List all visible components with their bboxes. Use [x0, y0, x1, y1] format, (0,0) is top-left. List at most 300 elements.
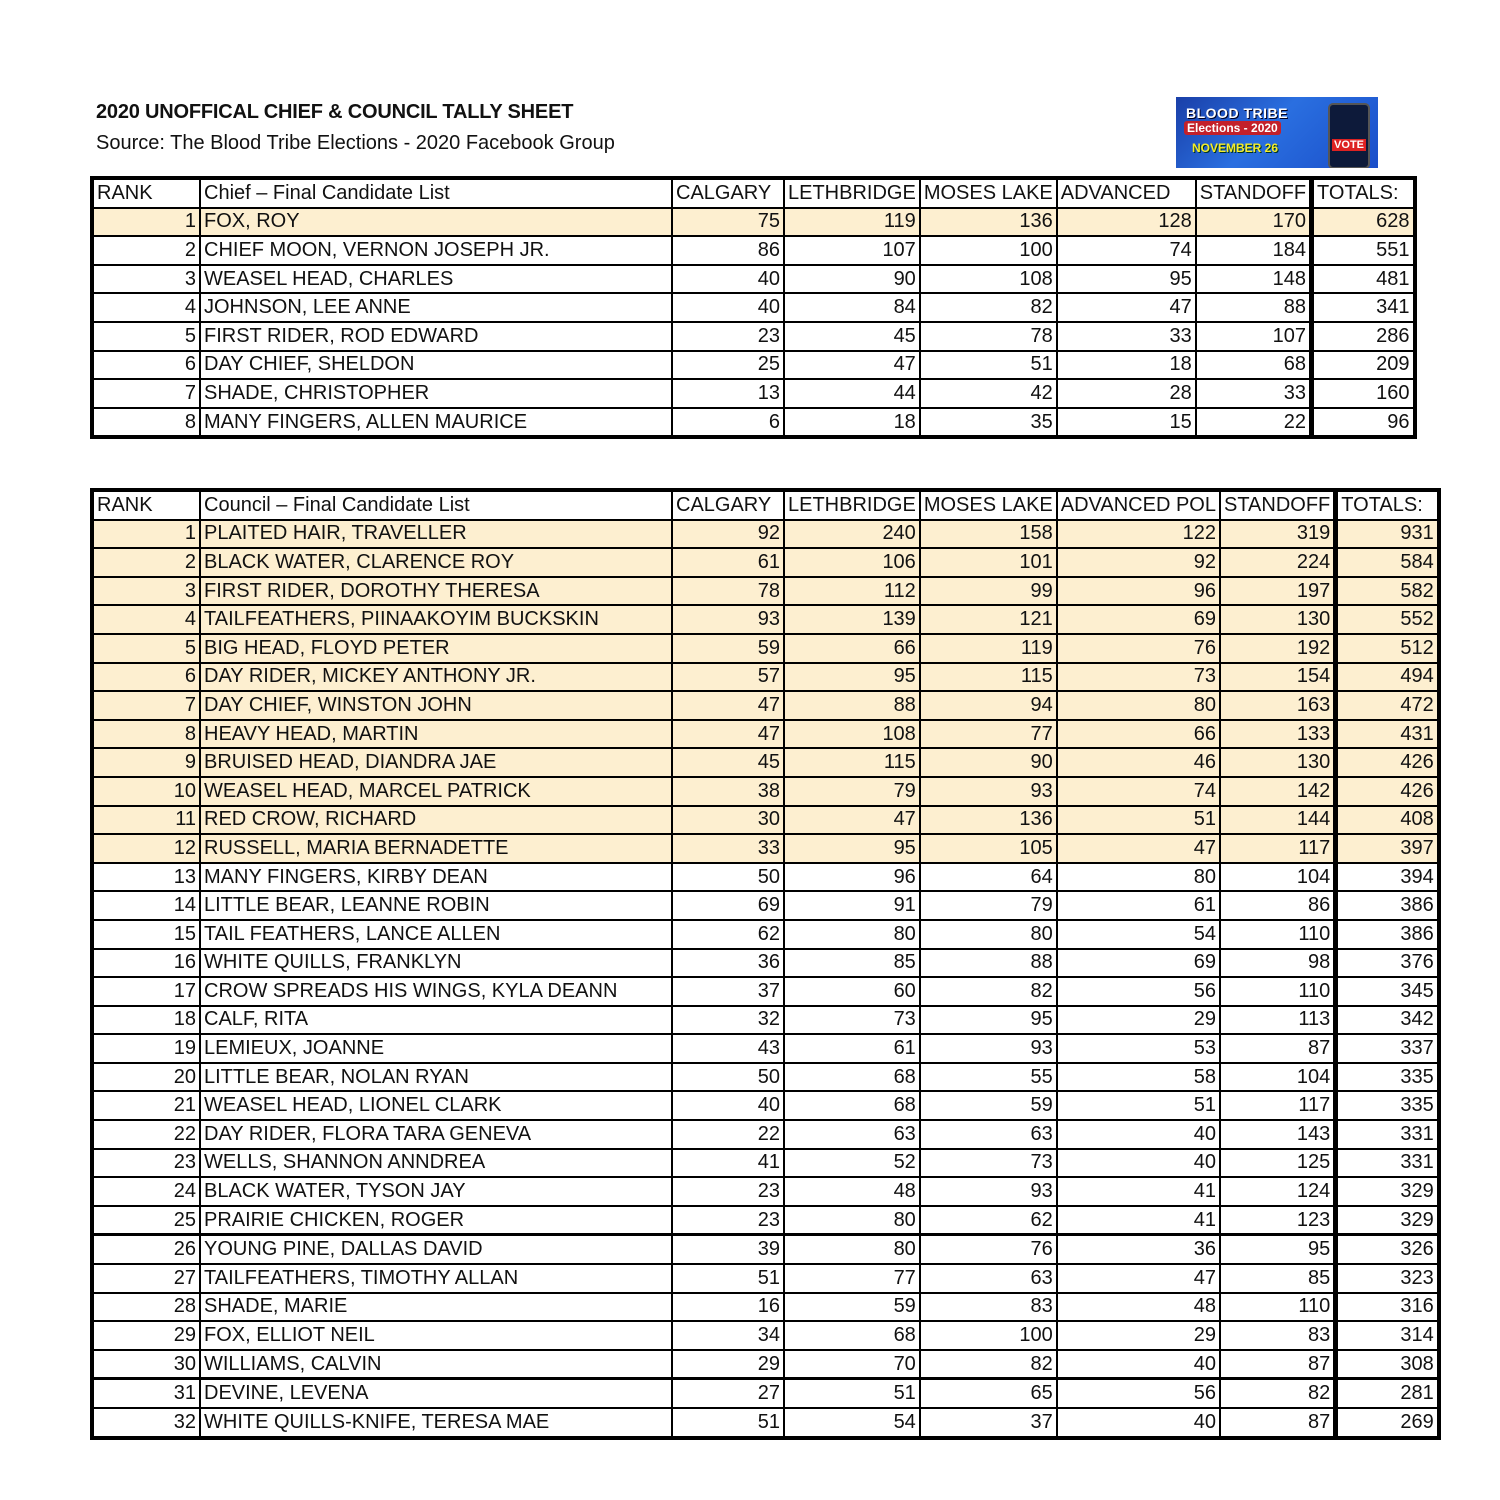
total-cell: 426 [1336, 748, 1439, 777]
vote-cell: 51 [1057, 1091, 1220, 1120]
vote-cell: 133 [1220, 720, 1336, 749]
name-cell: WEASEL HEAD, LIONEL CLARK [200, 1091, 672, 1120]
vote-cell: 25 [672, 351, 784, 380]
vote-cell: 92 [672, 520, 784, 549]
vote-cell: 54 [784, 1408, 920, 1438]
name-cell: WHITE QUILLS, FRANKLYN [200, 949, 672, 978]
vote-cell: 128 [1057, 208, 1196, 237]
table-row [92, 720, 1439, 749]
vote-cell: 82 [920, 977, 1057, 1006]
vote-cell: 18 [1057, 351, 1196, 380]
name-cell: DAY CHIEF, WINSTON JOHN [200, 691, 672, 720]
name-cell: MANY FINGERS, ALLEN MAURICE [200, 408, 672, 438]
vote-cell: 52 [784, 1149, 920, 1178]
table-row [92, 977, 1439, 1006]
rank-cell: 2 [92, 548, 200, 577]
vote-cell: 23 [672, 1206, 784, 1235]
vote-cell: 110 [1220, 977, 1336, 1006]
vote-cell: 85 [1220, 1264, 1336, 1293]
logo-line-3: NOVEMBER 26 [1192, 141, 1279, 155]
vote-cell: 66 [784, 634, 920, 663]
table-row [92, 293, 1415, 322]
name-cell: WEASEL HEAD, MARCEL PATRICK [200, 777, 672, 806]
vote-cell: 50 [672, 1063, 784, 1092]
vote-cell: 79 [920, 891, 1057, 920]
vote-cell: 40 [1057, 1120, 1220, 1149]
name-cell: BIG HEAD, FLOYD PETER [200, 634, 672, 663]
vote-cell: 45 [784, 322, 920, 351]
total-cell: 160 [1312, 379, 1415, 408]
vote-cell: 66 [1057, 720, 1220, 749]
vote-cell: 54 [1057, 920, 1220, 949]
rank-cell: 32 [92, 1408, 200, 1438]
vote-cell: 37 [672, 977, 784, 1006]
rank-cell: 13 [92, 863, 200, 892]
total-cell: 96 [1312, 408, 1415, 438]
vote-cell: 61 [784, 1034, 920, 1063]
vote-cell: 6 [672, 408, 784, 438]
rank-cell: 2 [92, 236, 200, 265]
rank-cell: 18 [92, 1006, 200, 1035]
sheet-title: 2020 UNOFFICAL CHIEF & COUNCIL TALLY SHEET [96, 101, 574, 123]
vote-cell: 69 [672, 891, 784, 920]
total-cell: 209 [1312, 351, 1415, 380]
vote-cell: 64 [920, 863, 1057, 892]
chief-col-header: Chief – Final Candidate List [200, 178, 672, 208]
vote-cell: 44 [784, 379, 920, 408]
chief-results-table [90, 176, 1417, 439]
name-cell: RUSSELL, MARIA BERNADETTE [200, 834, 672, 863]
rank-cell: 21 [92, 1091, 200, 1120]
vote-cell: 88 [920, 949, 1057, 978]
total-cell: 323 [1336, 1264, 1439, 1293]
vote-cell: 93 [920, 1177, 1057, 1206]
vote-cell: 87 [1220, 1408, 1336, 1438]
rank-cell: 7 [92, 691, 200, 720]
rank-cell: 10 [92, 777, 200, 806]
total-cell: 394 [1336, 863, 1439, 892]
vote-cell: 47 [672, 691, 784, 720]
vote-cell: 87 [1220, 1350, 1336, 1379]
logo-line-1: BLOOD TRIBE [1186, 105, 1288, 121]
total-cell: 431 [1336, 720, 1439, 749]
vote-cell: 40 [672, 1091, 784, 1120]
vote-cell: 73 [920, 1149, 1057, 1178]
logo-line-2: Elections - 2020 [1184, 121, 1281, 135]
council-col-header: RANK [92, 490, 200, 520]
name-cell: WILLIAMS, CALVIN [200, 1350, 672, 1379]
council-col-header: Council – Final Candidate List [200, 490, 672, 520]
rank-cell: 4 [92, 605, 200, 634]
vote-cell: 82 [1220, 1379, 1336, 1408]
table-row [92, 265, 1415, 294]
chief-table-body [92, 208, 1415, 438]
total-cell: 426 [1336, 777, 1439, 806]
vote-cell: 78 [920, 322, 1057, 351]
table-row [92, 1350, 1439, 1379]
table-row [92, 1120, 1439, 1149]
vote-cell: 79 [784, 777, 920, 806]
vote-cell: 163 [1220, 691, 1336, 720]
vote-cell: 47 [1057, 293, 1196, 322]
chief-col-header: RANK [92, 178, 200, 208]
vote-cell: 60 [784, 977, 920, 1006]
vote-cell: 90 [920, 748, 1057, 777]
rank-cell: 8 [92, 720, 200, 749]
vote-cell: 77 [784, 1264, 920, 1293]
vote-cell: 83 [920, 1293, 1057, 1322]
vote-cell: 85 [784, 949, 920, 978]
vote-cell: 51 [784, 1379, 920, 1408]
vote-cell: 73 [784, 1006, 920, 1035]
rank-cell: 5 [92, 634, 200, 663]
name-cell: TAILFEATHERS, PIINAAKOYIM BUCKSKIN [200, 605, 672, 634]
total-cell: 337 [1336, 1034, 1439, 1063]
name-cell: LITTLE BEAR, NOLAN RYAN [200, 1063, 672, 1092]
vote-cell: 80 [1057, 691, 1220, 720]
total-cell: 286 [1312, 322, 1415, 351]
rank-cell: 6 [92, 351, 200, 380]
vote-cell: 319 [1220, 520, 1336, 549]
total-cell: 335 [1336, 1063, 1439, 1092]
name-cell: DAY CHIEF, SHELDON [200, 351, 672, 380]
vote-cell: 29 [1057, 1321, 1220, 1350]
name-cell: SHADE, MARIE [200, 1293, 672, 1322]
rank-cell: 7 [92, 379, 200, 408]
vote-cell: 108 [920, 265, 1057, 294]
name-cell: DAY RIDER, MICKEY ANTHONY JR. [200, 663, 672, 692]
total-cell: 269 [1336, 1408, 1439, 1438]
vote-cell: 56 [1057, 1379, 1220, 1408]
vote-cell: 82 [920, 293, 1057, 322]
name-cell: HEAVY HEAD, MARTIN [200, 720, 672, 749]
vote-cell: 98 [1220, 949, 1336, 978]
table-row [92, 351, 1415, 380]
total-cell: 308 [1336, 1350, 1439, 1379]
total-cell: 584 [1336, 548, 1439, 577]
total-cell: 552 [1336, 605, 1439, 634]
name-cell: SHADE, CHRISTOPHER [200, 379, 672, 408]
total-cell: 628 [1312, 208, 1415, 237]
table-row [92, 863, 1439, 892]
total-cell: 582 [1336, 577, 1439, 606]
vote-cell: 18 [784, 408, 920, 438]
total-cell: 341 [1312, 293, 1415, 322]
vote-cell: 53 [1057, 1034, 1220, 1063]
vote-cell: 36 [672, 949, 784, 978]
rank-cell: 28 [92, 1293, 200, 1322]
name-cell: FIRST RIDER, DOROTHY THERESA [200, 577, 672, 606]
vote-cell: 41 [672, 1149, 784, 1178]
vote-cell: 29 [672, 1350, 784, 1379]
total-cell: 512 [1336, 634, 1439, 663]
name-cell: MANY FINGERS, KIRBY DEAN [200, 863, 672, 892]
vote-cell: 68 [1196, 351, 1312, 380]
vote-cell: 76 [1057, 634, 1220, 663]
total-cell: 472 [1336, 691, 1439, 720]
total-cell: 345 [1336, 977, 1439, 1006]
rank-cell: 26 [92, 1235, 200, 1264]
table-row [92, 691, 1439, 720]
vote-cell: 95 [1057, 265, 1196, 294]
total-cell: 331 [1336, 1120, 1439, 1149]
vote-cell: 63 [920, 1264, 1057, 1293]
vote-cell: 39 [672, 1235, 784, 1264]
vote-cell: 124 [1220, 1177, 1336, 1206]
vote-cell: 91 [784, 891, 920, 920]
total-cell: 335 [1336, 1091, 1439, 1120]
vote-cell: 40 [1057, 1350, 1220, 1379]
council-table-body [92, 520, 1439, 1438]
chief-col-header: LETHBRIDGE [784, 178, 920, 208]
vote-cell: 110 [1220, 1293, 1336, 1322]
vote-cell: 40 [672, 293, 784, 322]
total-cell: 342 [1336, 1006, 1439, 1035]
vote-cell: 121 [920, 605, 1057, 634]
vote-cell: 106 [784, 548, 920, 577]
vote-cell: 130 [1220, 605, 1336, 634]
vote-cell: 38 [672, 777, 784, 806]
rank-cell: 1 [92, 520, 200, 549]
vote-cell: 47 [784, 806, 920, 835]
vote-cell: 100 [920, 236, 1057, 265]
council-col-header: CALGARY [672, 490, 784, 520]
vote-cell: 74 [1057, 777, 1220, 806]
table-row [92, 1379, 1439, 1408]
vote-cell: 192 [1220, 634, 1336, 663]
vote-cell: 95 [920, 1006, 1057, 1035]
vote-cell: 224 [1220, 548, 1336, 577]
vote-cell: 80 [784, 1235, 920, 1264]
vote-cell: 51 [1057, 806, 1220, 835]
rank-cell: 16 [92, 949, 200, 978]
vote-cell: 86 [1220, 891, 1336, 920]
vote-cell: 23 [672, 1177, 784, 1206]
vote-cell: 117 [1220, 834, 1336, 863]
total-cell: 281 [1336, 1379, 1439, 1408]
vote-cell: 45 [672, 748, 784, 777]
vote-cell: 32 [672, 1006, 784, 1035]
name-cell: TAILFEATHERS, TIMOTHY ALLAN [200, 1264, 672, 1293]
vote-cell: 47 [784, 351, 920, 380]
vote-cell: 107 [1196, 322, 1312, 351]
vote-cell: 100 [920, 1321, 1057, 1350]
vote-cell: 47 [1057, 1264, 1220, 1293]
vote-cell: 27 [672, 1379, 784, 1408]
rank-cell: 6 [92, 663, 200, 692]
total-cell: 481 [1312, 265, 1415, 294]
vote-cell: 47 [672, 720, 784, 749]
name-cell: JOHNSON, LEE ANNE [200, 293, 672, 322]
vote-cell: 136 [920, 806, 1057, 835]
vote-cell: 113 [1220, 1006, 1336, 1035]
vote-cell: 46 [1057, 748, 1220, 777]
vote-cell: 144 [1220, 806, 1336, 835]
vote-cell: 50 [672, 863, 784, 892]
rank-cell: 5 [92, 322, 200, 351]
table-row [92, 322, 1415, 351]
vote-cell: 51 [672, 1264, 784, 1293]
total-cell: 386 [1336, 920, 1439, 949]
vote-cell: 95 [784, 663, 920, 692]
table-row [92, 748, 1439, 777]
vote-cell: 42 [920, 379, 1057, 408]
vote-cell: 40 [1057, 1149, 1220, 1178]
vote-cell: 112 [784, 577, 920, 606]
rank-cell: 30 [92, 1350, 200, 1379]
vote-cell: 28 [1057, 379, 1196, 408]
table-row [92, 379, 1415, 408]
total-cell: 376 [1336, 949, 1439, 978]
vote-cell: 61 [1057, 891, 1220, 920]
vote-cell: 47 [1057, 834, 1220, 863]
vote-cell: 35 [920, 408, 1057, 438]
vote-cell: 29 [1057, 1006, 1220, 1035]
table-row [92, 920, 1439, 949]
vote-cell: 240 [784, 520, 920, 549]
total-cell: 408 [1336, 806, 1439, 835]
name-cell: DEVINE, LEVENA [200, 1379, 672, 1408]
rank-cell: 4 [92, 293, 200, 322]
table-row [92, 1206, 1439, 1235]
table-row [92, 1177, 1439, 1206]
vote-cell: 59 [784, 1293, 920, 1322]
table-row [92, 236, 1415, 265]
vote-cell: 184 [1196, 236, 1312, 265]
chief-col-header: CALGARY [672, 178, 784, 208]
vote-cell: 88 [784, 691, 920, 720]
vote-cell: 119 [920, 634, 1057, 663]
vote-cell: 43 [672, 1034, 784, 1063]
rank-cell: 31 [92, 1379, 200, 1408]
table-row [92, 408, 1415, 438]
vote-cell: 104 [1220, 1063, 1336, 1092]
name-cell: WHITE QUILLS-KNIFE, TERESA MAE [200, 1408, 672, 1438]
vote-cell: 40 [1057, 1408, 1220, 1438]
name-cell: PRAIRIE CHICKEN, ROGER [200, 1206, 672, 1235]
table-row [92, 605, 1439, 634]
vote-cell: 136 [920, 208, 1057, 237]
vote-cell: 139 [784, 605, 920, 634]
table-row [92, 1264, 1439, 1293]
chief-col-header: ADVANCED [1057, 178, 1196, 208]
rank-cell: 9 [92, 748, 200, 777]
total-cell: 316 [1336, 1293, 1439, 1322]
council-col-header: MOSES LAKE [920, 490, 1057, 520]
table-row [92, 806, 1439, 835]
vote-cell: 170 [1196, 208, 1312, 237]
vote-cell: 108 [784, 720, 920, 749]
name-cell: WEASEL HEAD, CHARLES [200, 265, 672, 294]
rank-cell: 24 [92, 1177, 200, 1206]
vote-cell: 83 [1220, 1321, 1336, 1350]
vote-cell: 143 [1220, 1120, 1336, 1149]
vote-cell: 22 [1196, 408, 1312, 438]
vote-cell: 51 [672, 1408, 784, 1438]
table-row [92, 1034, 1439, 1063]
vote-cell: 99 [920, 577, 1057, 606]
phone-map-icon [1328, 103, 1370, 168]
vote-cell: 68 [784, 1091, 920, 1120]
vote-cell: 101 [920, 548, 1057, 577]
vote-cell: 57 [672, 663, 784, 692]
vote-cell: 73 [1057, 663, 1220, 692]
total-cell: 329 [1336, 1206, 1439, 1235]
vote-cell: 78 [672, 577, 784, 606]
vote-cell: 130 [1220, 748, 1336, 777]
name-cell: FIRST RIDER, ROD EDWARD [200, 322, 672, 351]
rank-cell: 1 [92, 208, 200, 237]
rank-cell: 14 [92, 891, 200, 920]
rank-cell: 19 [92, 1034, 200, 1063]
vote-cell: 90 [784, 265, 920, 294]
vote-cell: 104 [1220, 863, 1336, 892]
table-row [92, 520, 1439, 549]
table-row [92, 1293, 1439, 1322]
vote-cell: 37 [920, 1408, 1057, 1438]
rank-cell: 11 [92, 806, 200, 835]
vote-cell: 33 [672, 834, 784, 863]
table-row [92, 663, 1439, 692]
rank-cell: 3 [92, 265, 200, 294]
table-row [92, 1063, 1439, 1092]
vote-cell: 33 [1057, 322, 1196, 351]
vote-cell: 92 [1057, 548, 1220, 577]
vote-cell: 88 [1196, 293, 1312, 322]
vote-cell: 87 [1220, 1034, 1336, 1063]
vote-cell: 65 [920, 1379, 1057, 1408]
vote-cell: 86 [672, 236, 784, 265]
vote-cell: 62 [672, 920, 784, 949]
vote-cell: 75 [672, 208, 784, 237]
chief-col-header: TOTALS: [1312, 178, 1415, 208]
vote-cell: 68 [784, 1321, 920, 1350]
vote-cell: 59 [672, 634, 784, 663]
name-cell: FOX, ROY [200, 208, 672, 237]
vote-cell: 105 [920, 834, 1057, 863]
total-cell: 326 [1336, 1235, 1439, 1264]
table-row [92, 1149, 1439, 1178]
vote-cell: 80 [784, 920, 920, 949]
table-row [92, 1408, 1439, 1438]
vote-cell: 154 [1220, 663, 1336, 692]
vote-cell: 95 [1220, 1235, 1336, 1264]
total-cell: 331 [1336, 1149, 1439, 1178]
council-col-header: LETHBRIDGE [784, 490, 920, 520]
vote-cell: 125 [1220, 1149, 1336, 1178]
name-cell: LITTLE BEAR, LEANNE ROBIN [200, 891, 672, 920]
table-row [92, 1235, 1439, 1264]
vote-cell: 93 [920, 777, 1057, 806]
table-row [92, 634, 1439, 663]
vote-badge: VOTE [1334, 139, 1364, 151]
vote-cell: 41 [1057, 1206, 1220, 1235]
table-row [92, 949, 1439, 978]
vote-cell: 95 [784, 834, 920, 863]
vote-cell: 69 [1057, 605, 1220, 634]
rank-cell: 8 [92, 408, 200, 438]
vote-cell: 68 [784, 1063, 920, 1092]
name-cell: LEMIEUX, JOANNE [200, 1034, 672, 1063]
vote-cell: 119 [784, 208, 920, 237]
vote-cell: 115 [920, 663, 1057, 692]
vote-cell: 107 [784, 236, 920, 265]
rank-cell: 17 [92, 977, 200, 1006]
vote-cell: 56 [1057, 977, 1220, 1006]
vote-cell: 93 [672, 605, 784, 634]
council-header-row [92, 490, 1439, 520]
council-col-header: TOTALS: [1336, 490, 1439, 520]
